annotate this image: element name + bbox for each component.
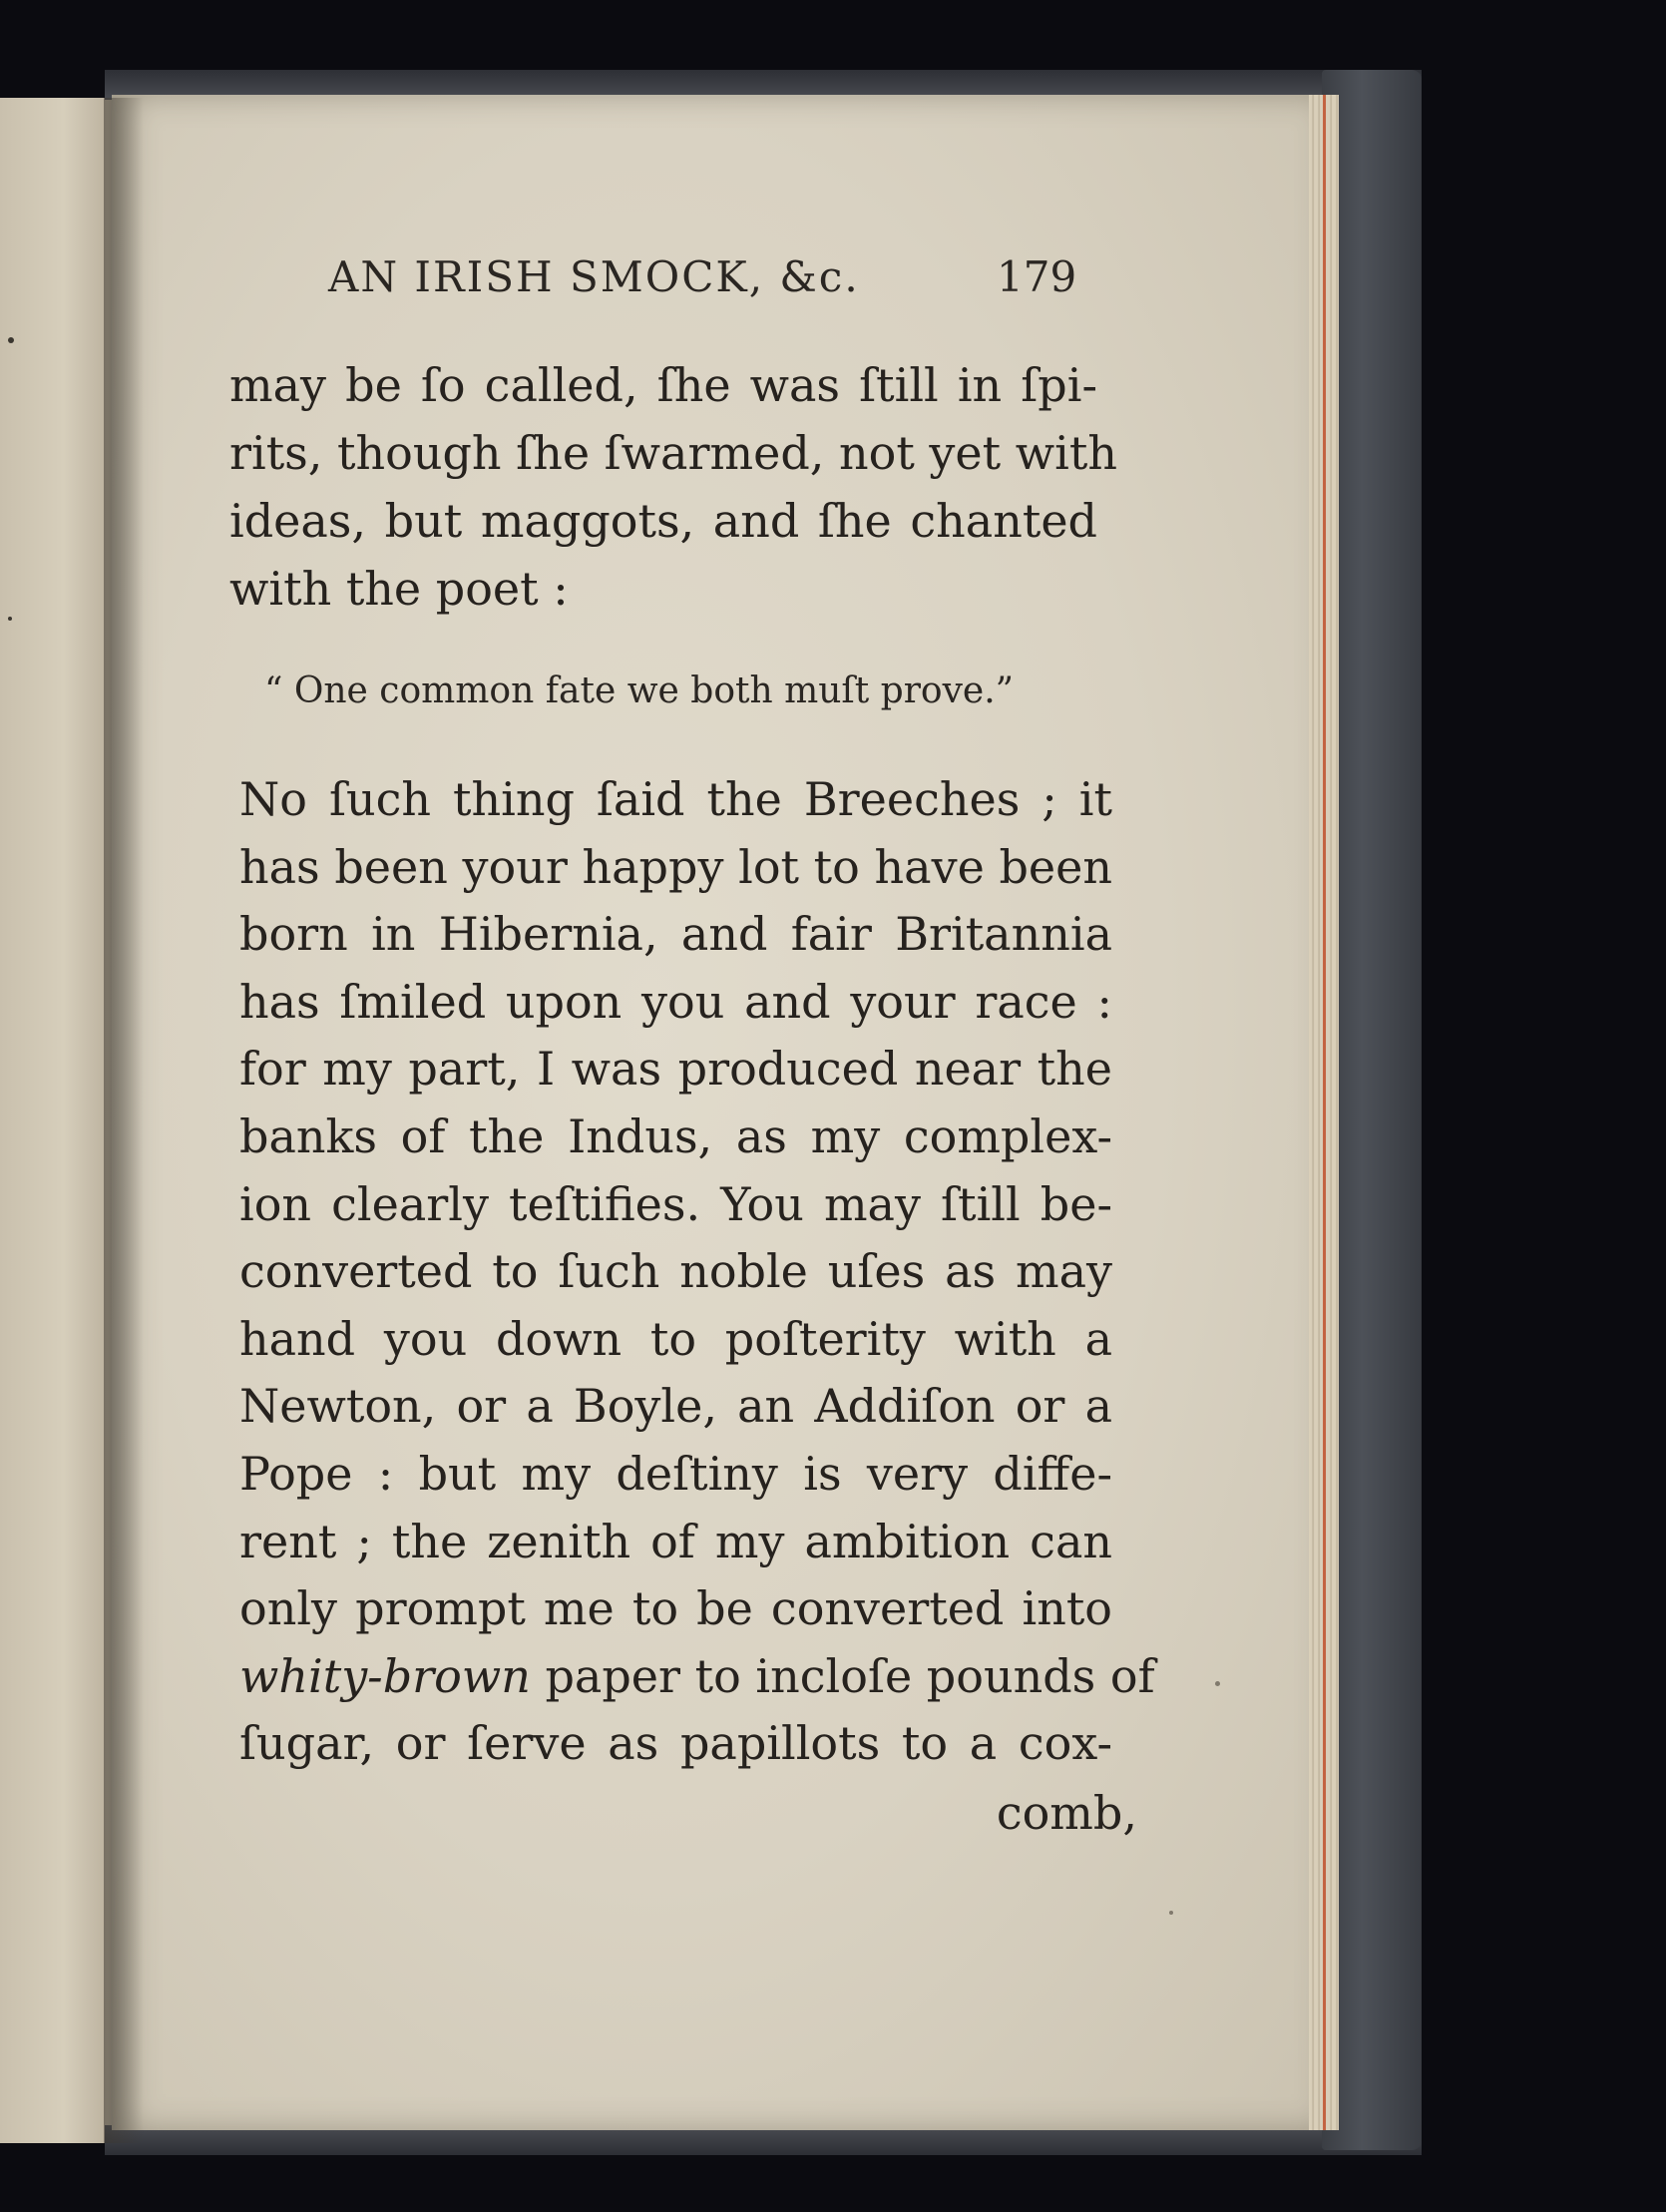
text-line: ſugar, or ſerve as papillots to a cox- bbox=[239, 1716, 1112, 1771]
paragraph-2 bbox=[239, 766, 1155, 1778]
text-line bbox=[239, 1643, 1155, 1711]
page-number: 179 bbox=[997, 252, 1077, 301]
red-page-edge bbox=[1323, 95, 1326, 2130]
ink-speck bbox=[8, 337, 14, 343]
text-line: ion clearly teſtifies. You may ſtill be- bbox=[239, 1176, 1112, 1231]
page-gutter-shadow bbox=[104, 98, 144, 2143]
text-line: for my part, I was produced near the bbox=[239, 1042, 1112, 1097]
verse-quotation: “ One common fate we both muſt prove.” bbox=[264, 670, 1015, 711]
running-title: AN IRISH SMOCK, &c. bbox=[328, 252, 860, 301]
text-line: ideas, but maggots, and ſhe chanted bbox=[229, 494, 1097, 548]
text-line: only prompt me to be converted into bbox=[239, 1581, 1112, 1636]
running-head bbox=[215, 252, 1077, 312]
ink-speck bbox=[1215, 1681, 1220, 1686]
italic-phrase: whity-brown bbox=[239, 1648, 531, 1703]
previous-page-edge bbox=[0, 98, 116, 2143]
text-line: with the poet : bbox=[229, 562, 569, 616]
text-line: hand you down to poſterity with a bbox=[239, 1311, 1112, 1366]
catchword: comb, bbox=[996, 1786, 1137, 1840]
text-line: No ſuch thing ſaid the Breeches ; it bbox=[239, 772, 1112, 826]
ink-speck bbox=[8, 617, 12, 621]
text-line: rent ; the zenith of my ambition can bbox=[239, 1514, 1112, 1568]
text-line: banks of the Indus, as my complex- bbox=[239, 1108, 1112, 1163]
ink-speck bbox=[1169, 1911, 1173, 1915]
text-line: converted to ſuch noble uſes as may bbox=[239, 1244, 1112, 1299]
text-line: has ſmiled upon you and your race : bbox=[239, 974, 1112, 1029]
text-line: has been your happy lot to have been bbox=[239, 839, 1112, 894]
text-line: Newton, or a Boyle, an Addiſon or a bbox=[239, 1379, 1112, 1434]
text-line: Pope : but my deſtiny is very diffe- bbox=[239, 1446, 1112, 1501]
text-line: rits, though ſhe ſwarmed, not yet with bbox=[229, 426, 1117, 480]
text-fragment: paper to incloſe pounds of bbox=[530, 1648, 1155, 1703]
text-line: born in Hibernia, and fair Britannia bbox=[239, 907, 1112, 962]
text-line: may be ſo called, ſhe was ſtill in ſpi- bbox=[229, 358, 1097, 412]
paragraph-1 bbox=[229, 351, 1117, 623]
